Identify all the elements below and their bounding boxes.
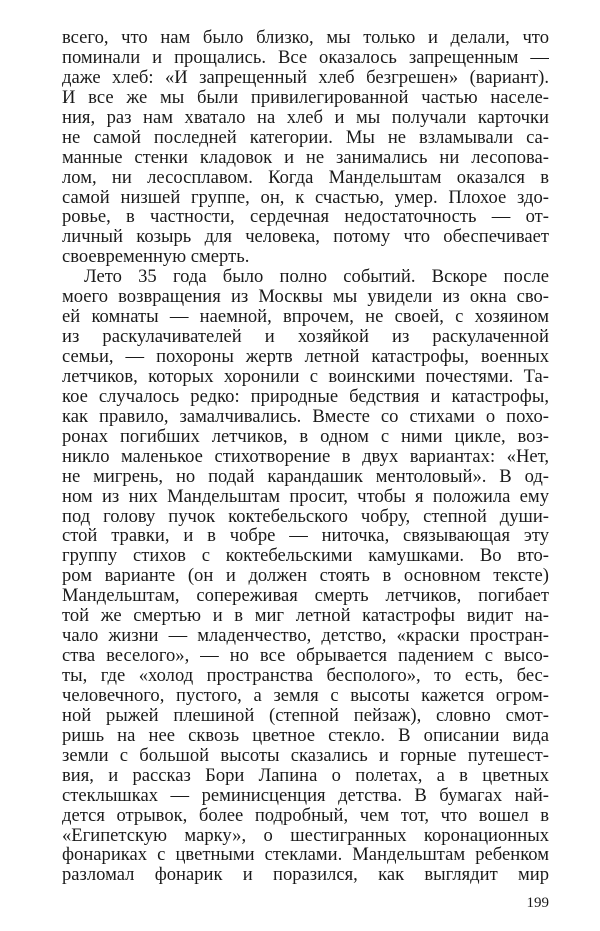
text-line: ронах погибших летчиков, в одном с ними цикле, воз- — [62, 426, 549, 447]
text-line: И все же мы были привилегированной частью населе- — [62, 87, 549, 108]
text-line: Лето 35 года было полно событий. Вскоре после — [84, 267, 549, 288]
text-line: вия, и рассказ Бори Лапина о полетах, а в цветных — [62, 765, 549, 786]
text-line: как правило, замалчивались. Вместе со стихами о похо- — [62, 406, 549, 427]
text-line: самой низшей группе, он, к счастью, умер. Плохое здо- — [62, 187, 549, 208]
text-line: стеклышках — реминисценция детства. В бумагах най- — [62, 785, 549, 806]
text-line: из раскулачивателей и хозяйкой из раскулаченной — [62, 327, 549, 347]
text-line: группу стихов с коктебельскими камушками. Во вто- — [62, 546, 549, 567]
text-line: личный козырь для человека, потому что обеспечивает — [62, 227, 549, 248]
text-line: той же смертью и в миг летной катастрофы видит на- — [62, 606, 549, 627]
text-line: не самой последней категории. Мы не взламывали са- — [62, 127, 549, 148]
text-line: ей комнаты — наемной, впрочем, не своей, с хозяином — [62, 307, 549, 328]
text-line: семьи, — похороны жертв летной катастрофы, военных — [62, 347, 549, 367]
text-line: под голову пучок коктебельского чобру, степной души- — [62, 506, 549, 527]
page-number: 199 — [526, 895, 549, 911]
text-line: манные стенки кладовок и не занимались ни лесопова- — [62, 147, 549, 168]
text-line: человечного, пустого, а земля с высоты кажется огром- — [62, 685, 549, 706]
text-line: ства веселого», — но все обрывается падением с высо- — [62, 646, 549, 666]
text-line: ния, раз нам хватало на хлеб и мы получали карточки — [62, 107, 549, 128]
text-line: никло маленькое стихотворение в двух вариантах: «Нет, — [62, 446, 549, 467]
text-line: стой травки, и в чобре — ниточка, связывающая эту — [62, 526, 549, 547]
text-line: земли с большой высоты сказались и горные путешест- — [62, 745, 549, 766]
text-line: лом, ни лесосплавом. Когда Мандельштам оказался в — [62, 167, 549, 188]
text-line: разломал фонарик и поразился, как выглядит мир — [62, 865, 549, 886]
text-line: всего, что нам было близко, мы только и делали, что — [62, 28, 549, 48]
text-line: моего возвращения из Москвы мы увидели из окна сво- — [62, 287, 549, 308]
text-line: ришь на нее сквозь цветное стекло. В описании вида — [62, 725, 549, 746]
text-line: дется отрывок, более подробный, чем тот, что вошел в — [62, 805, 549, 826]
book-page-text — [62, 28, 549, 885]
text-line: даже хлеб: «И запрещенный хлеб безгрешен» (вариант). — [62, 67, 549, 88]
text-line: ты, где «холод пространства бесполого», то есть, бес- — [62, 666, 549, 686]
text-line: «Египетскую марку», о шестигранных коронационных — [62, 825, 549, 846]
text-line: не мигрень, но подай карандашик ментоловый». В од- — [62, 466, 549, 487]
text-line: ном из них Мандельштам просит, чтобы я положила ему — [62, 486, 549, 507]
text-line: Мандельштам, сопереживая смерть летчиков, погибает — [62, 586, 549, 607]
text-line: чало жизни — младенчество, детство, «краски простран- — [62, 626, 549, 647]
text-line: летчиков, которых хоронили с воинскими почестями. Та- — [62, 366, 549, 387]
text-line: кое случалось редко: природные бедствия и катастрофы, — [62, 386, 549, 407]
text-line: ной рыжей плешиной (степной пейзаж), словно смот- — [62, 705, 549, 726]
text-line: поминали и прощались. Все оказалось запрещенным — — [62, 47, 549, 68]
text-line: ром варианте (он и должен стоять в основном тексте) — [62, 566, 549, 587]
text-line: своевременную смерть. — [62, 247, 250, 268]
text-line: ровье, в частности, сердечная недостаточность — от- — [62, 207, 549, 228]
text-line: фонариках с цветными стеклами. Мандельштам ребенком — [62, 845, 549, 866]
